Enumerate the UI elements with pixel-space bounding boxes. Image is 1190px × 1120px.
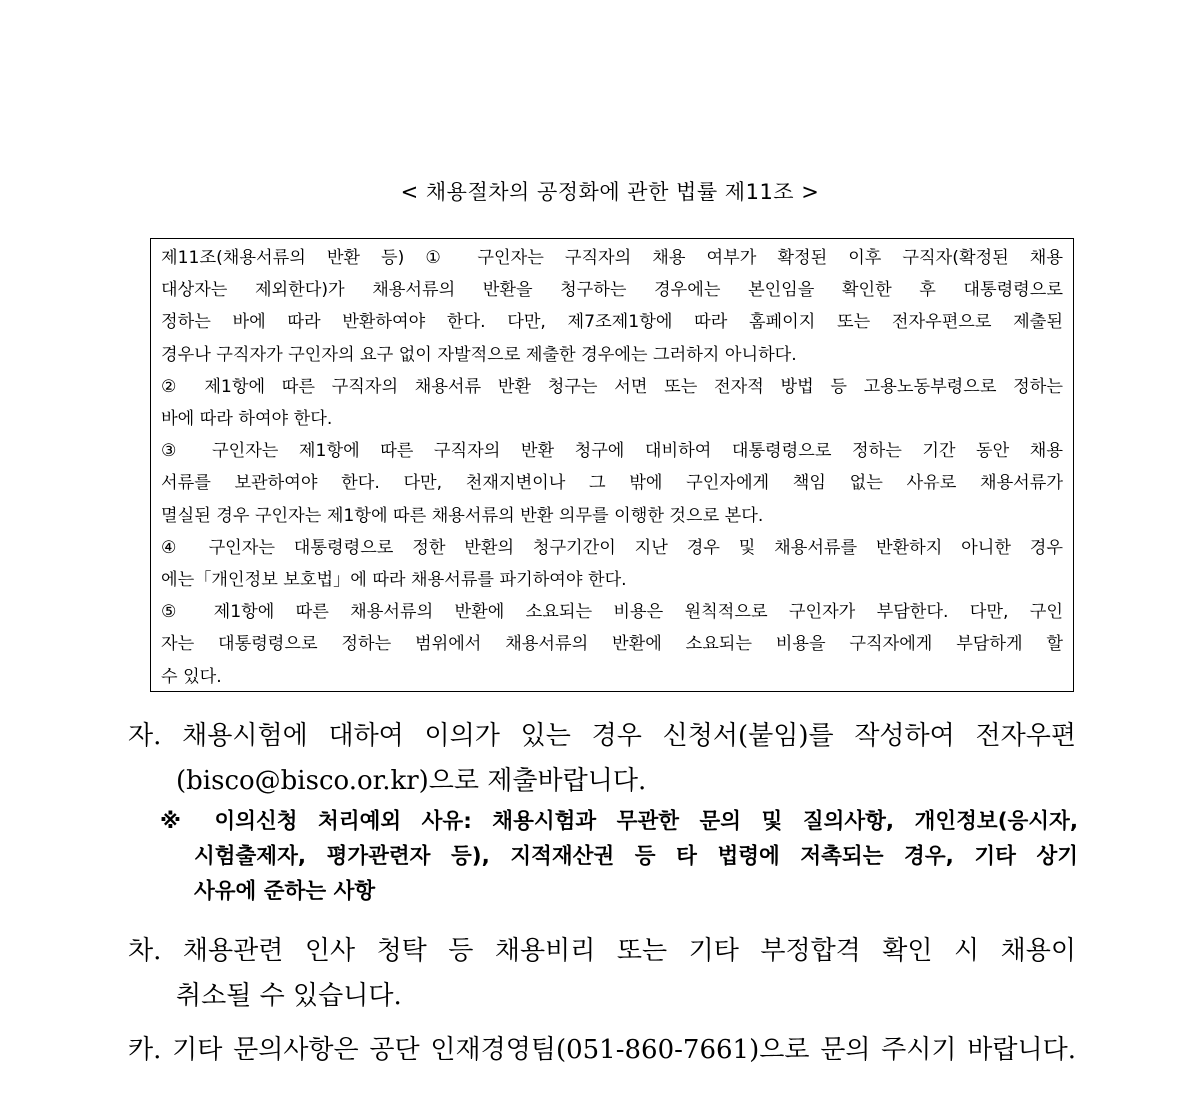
section-cha-line-1: 차. 채용관련 인사 청탁 등 채용비리 또는 기타 부정합격 확인 시 채용이 [128, 936, 1076, 966]
law-line: 제11조(채용서류의 반환 등) ① 구인자는 구직자의 채용 여부가 확정된 이후 구직자(확정된 채용 [161, 248, 1063, 268]
law-line: 수 있다. [161, 666, 222, 687]
objection-exception-note [160, 804, 1078, 909]
section-cha-line-2: 취소될 수 있습니다. [176, 981, 402, 1011]
law-line: 경우나 구직자가 구인자의 요구 없이 자발적으로 제출한 경우에는 그러하지 아니하다. [161, 344, 797, 365]
law-line: ② 제1항에 따른 구직자의 채용서류 반환 청구는 서면 또는 전자적 방법 등 고용노동부령으로 정하는 [161, 376, 1063, 397]
law-line: ④ 구인자는 대통령령으로 정한 반환의 청구기간이 지난 경우 및 채용서류를 반환하지 아니한 경우 [161, 537, 1063, 558]
law-article-box [150, 238, 1074, 692]
law-line: ⑤ 제1항에 따른 채용서류의 반환에 소요되는 비용은 원칙적으로 구인자가 부담한다. 다만, 구인 [161, 602, 1063, 623]
law-line: 바에 따라 하여야 한다. [161, 409, 333, 430]
law-line: 에는「개인정보 보호법」에 따라 채용서류를 파기하여야 한다. [161, 570, 627, 591]
note-line-3: 사유에 준하는 사항 [194, 879, 376, 904]
section-cha [128, 929, 1076, 1019]
law-line: 서류를 보관하여야 한다. 다만, 천재지변이나 그 밖에 구인자에게 책임 없는 사유로 채용서류가 [161, 473, 1063, 494]
law-title: < 채용절차의 공정화에 관한 법률 제11조 > [400, 180, 820, 204]
law-line: ③ 구인자는 제1항에 따른 구직자의 반환 청구에 대비하여 대통령령으로 정하는 기간 동안 채용 [161, 441, 1063, 462]
section-ja-line-2: (bisco@bisco.or.kr)으로 제출바랍니다. [176, 766, 647, 796]
law-line: 자는 대통령령으로 정하는 범위에서 채용서류의 반환에 소요되는 비용을 구직자에게 부담하게 할 [161, 634, 1063, 655]
law-line: 멸실된 경우 구인자는 제1항에 따른 채용서류의 반환 의무를 이행한 것으로 본다. [161, 505, 764, 526]
law-line: 정하는 바에 따라 반환하여야 한다. 다만, 제7조제1항에 따라 홈페이지 또는 전자우편으로 제출된 [161, 312, 1063, 333]
section-ka [128, 1028, 1076, 1073]
section-ja-line-1: 자. 채용시험에 대하여 이의가 있는 경우 신청서(붙임)를 작성하여 전자우편 [128, 721, 1076, 751]
section-ja [128, 714, 1076, 804]
section-ka-line-1: 카. 기타 문의사항은 공단 인재경영팀(051-860-7661)으로 문의 주시기 바랍니다. [128, 1035, 1076, 1065]
law-line: 대상자는 제외한다)가 채용서류의 반환을 청구하는 경우에는 본인임을 확인한 후 대통령령으로 [161, 280, 1063, 301]
note-line-2: 시험출제자, 평가관련자 등), 지적재산권 등 타 법령에 저촉되는 경우, 기타 상기 [194, 844, 1078, 869]
note-line-1: ※ 이의신청 처리예외 사유: 채용시험과 무관한 문의 및 질의사항, 개인정보(응시자, [160, 809, 1078, 834]
